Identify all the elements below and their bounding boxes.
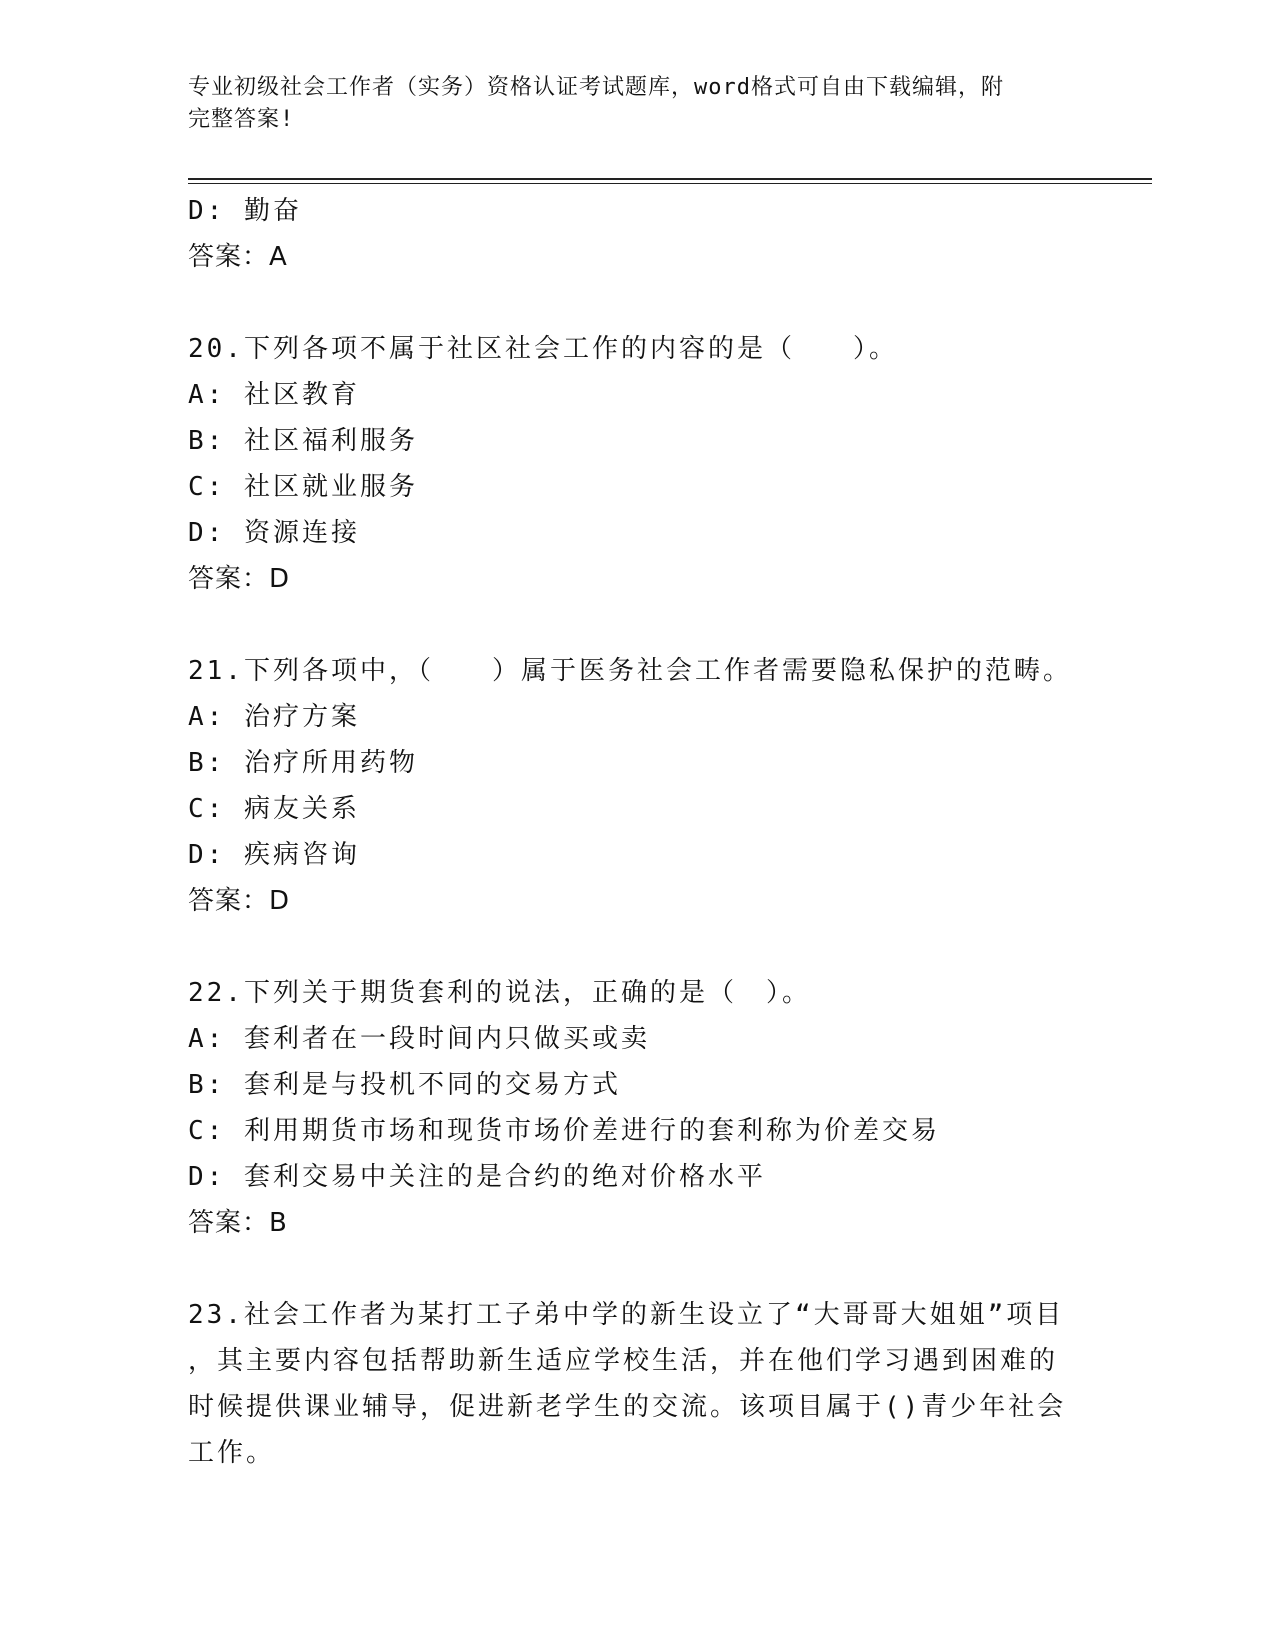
header-line-1: 专业初级社会工作者（实务）资格认证考试题库，word格式可自由下载编辑，附 xyxy=(188,75,1004,100)
option-a: A: 社区教育 xyxy=(188,380,360,410)
question-stem-line-1: 23.社会工作者为某打工子弟中学的新生设立了“大哥哥大姐姐”项目 xyxy=(188,1300,1065,1330)
question-stem: 21.下列各项中，（ ）属于医务社会工作者需要隐私保护的范畴。 xyxy=(188,656,1072,686)
option-b: B: 治疗所用药物 xyxy=(188,748,418,778)
answer: 答案：D xyxy=(188,886,291,916)
header-line-2: 完整答案! xyxy=(188,107,295,132)
question-21 xyxy=(188,648,1088,924)
answer: 答案：A xyxy=(188,242,288,272)
question-22 xyxy=(188,970,1088,1246)
question-stem-line-4: 工作。 xyxy=(188,1438,276,1468)
header-rule-thin xyxy=(188,183,1152,184)
option-d: D: 资源连接 xyxy=(188,518,360,548)
option-c: C: 病友关系 xyxy=(188,794,360,824)
option-a: A: 治疗方案 xyxy=(188,702,360,732)
spacer xyxy=(188,1246,1088,1292)
question-stem: 20.下列各项不属于社区社会工作的内容的是（ ）。 xyxy=(188,334,898,364)
spacer xyxy=(188,602,1088,648)
option-d: D: 勤奋 xyxy=(188,196,302,226)
option-b: B: 套利是与投机不同的交易方式 xyxy=(188,1070,621,1100)
header-rule-thick xyxy=(188,178,1152,180)
question-stem: 22.下列关于期货套利的说法，正确的是（ ）。 xyxy=(188,978,811,1008)
document-body xyxy=(188,188,1088,1476)
question-20 xyxy=(188,326,1088,602)
question-23 xyxy=(188,1292,1088,1476)
option-d: D: 疾病咨询 xyxy=(188,840,360,870)
answer: 答案：D xyxy=(188,564,291,594)
prev-question-tail xyxy=(188,188,1088,280)
option-d: D: 套利交易中关注的是合约的绝对价格水平 xyxy=(188,1162,766,1192)
question-stem-line-2: ，其主要内容包括帮助新生适应学校生活，并在他们学习遇到困难的 xyxy=(188,1346,1059,1376)
spacer xyxy=(188,924,1088,970)
question-stem-line-3: 时候提供课业辅导，促进新老学生的交流。该项目属于()青少年社会 xyxy=(188,1392,1067,1422)
option-c: C: 社区就业服务 xyxy=(188,472,418,502)
answer: 答案：B xyxy=(188,1208,288,1238)
document-header xyxy=(188,72,1068,136)
option-a: A: 套利者在一段时间内只做买或卖 xyxy=(188,1024,650,1054)
spacer xyxy=(188,280,1088,326)
option-b: B: 社区福利服务 xyxy=(188,426,418,456)
option-c: C: 利用期货市场和现货市场价差进行的套利称为价差交易 xyxy=(188,1116,940,1146)
